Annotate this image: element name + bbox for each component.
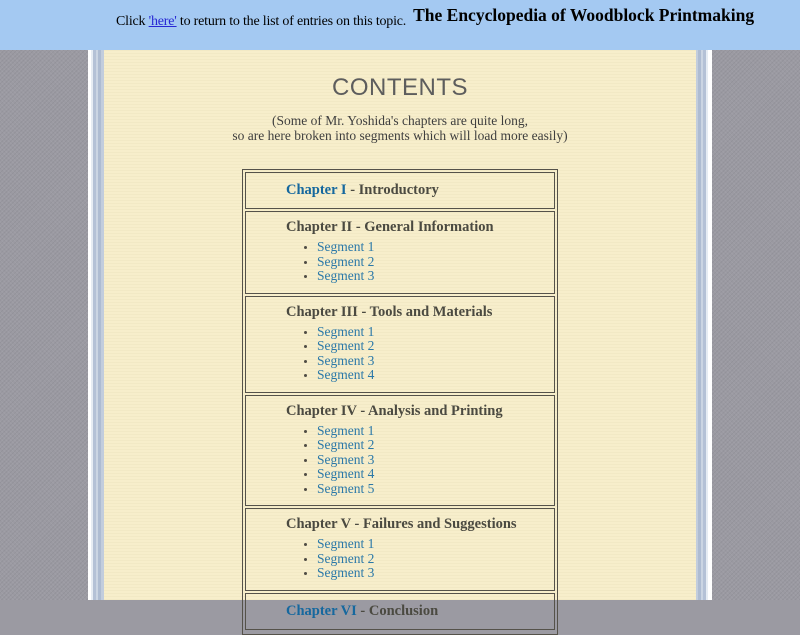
paper-page <box>104 50 696 619</box>
chapter-title-text: Chapter II - General Information <box>286 219 494 235</box>
segment-item <box>317 566 546 581</box>
return-link[interactable]: 'here' <box>148 14 177 29</box>
segment-link[interactable]: Segment 5 <box>317 480 375 496</box>
segment-item <box>317 240 546 255</box>
segment-list <box>254 325 546 383</box>
segment-list <box>254 424 546 497</box>
segment-item <box>317 368 546 383</box>
chapter-title-text: Chapter IV - Analysis and Printing <box>286 402 503 419</box>
segment-link[interactable]: Segment 3 <box>317 451 375 467</box>
chapter-title <box>286 220 546 235</box>
segment-item <box>317 255 546 270</box>
chapter-section <box>245 395 555 507</box>
segment-link[interactable]: Segment 3 <box>317 268 375 283</box>
chapter-link[interactable]: Chapter VI <box>286 602 357 619</box>
segment-link[interactable]: Segment 2 <box>317 550 375 566</box>
page-edge-right <box>696 50 712 600</box>
segment-link[interactable]: Segment 4 <box>317 466 375 481</box>
segment-item <box>317 269 546 284</box>
return-text-suffix: to return to the list of entries on this topic. <box>176 14 407 29</box>
page-frame <box>0 50 800 619</box>
chapter-section <box>245 211 555 294</box>
segment-item <box>317 354 546 369</box>
segment-item <box>317 482 546 497</box>
chapter-section <box>245 172 555 209</box>
segment-item <box>317 453 546 468</box>
chapter-title <box>286 404 546 419</box>
top-banner <box>0 0 800 50</box>
segment-item <box>317 325 546 340</box>
segment-item <box>317 438 546 453</box>
chapter-title <box>286 183 546 198</box>
segment-link[interactable]: Segment 1 <box>317 239 375 254</box>
return-instruction <box>116 14 406 30</box>
chapter-title <box>286 305 546 320</box>
contents-heading: CONTENTS <box>332 74 468 101</box>
contents-note-line2: so are here broken into segments which will load more easily) <box>232 127 568 143</box>
chapter-section <box>245 593 555 630</box>
segment-link[interactable]: Segment 1 <box>317 422 375 438</box>
segment-link[interactable]: Segment 2 <box>317 338 375 353</box>
contents-note <box>104 114 696 143</box>
segment-item <box>317 339 546 354</box>
chapter-section <box>245 508 555 591</box>
segment-link[interactable]: Segment 4 <box>317 367 375 382</box>
book <box>88 50 712 619</box>
chapter-title <box>286 604 546 619</box>
segment-list <box>254 240 546 284</box>
segment-link[interactable]: Segment 3 <box>317 565 375 580</box>
segment-item <box>317 467 546 482</box>
segment-item <box>317 537 546 552</box>
chapter-title-text: Chapter III - Tools and Materials <box>286 303 493 320</box>
segment-list <box>254 537 546 581</box>
segment-link[interactable]: Segment 3 <box>317 352 375 368</box>
site-title: The Encyclopedia of Woodblock Printmaking <box>413 5 755 25</box>
chapter-title-text: - Conclusion <box>356 602 439 619</box>
segment-link[interactable]: Segment 2 <box>317 253 375 269</box>
segment-item <box>317 552 546 567</box>
chapter-title <box>286 517 546 532</box>
segment-link[interactable]: Segment 1 <box>317 323 375 339</box>
chapter-title-text: - Introductory <box>346 182 439 198</box>
chapter-title-text: Chapter V - Failures and Suggestions <box>286 516 517 532</box>
chapter-section <box>245 296 555 393</box>
return-text-prefix: Click <box>116 14 149 29</box>
chapter-link[interactable]: Chapter I <box>286 182 347 198</box>
segment-link[interactable]: Segment 2 <box>317 437 375 452</box>
page-edge-left <box>88 50 104 600</box>
segment-link[interactable]: Segment 1 <box>317 536 375 551</box>
segment-item <box>317 424 546 439</box>
contents-table <box>242 169 558 635</box>
contents-note-line1: (Some of Mr. Yoshida's chapters are quite long, <box>272 113 528 128</box>
